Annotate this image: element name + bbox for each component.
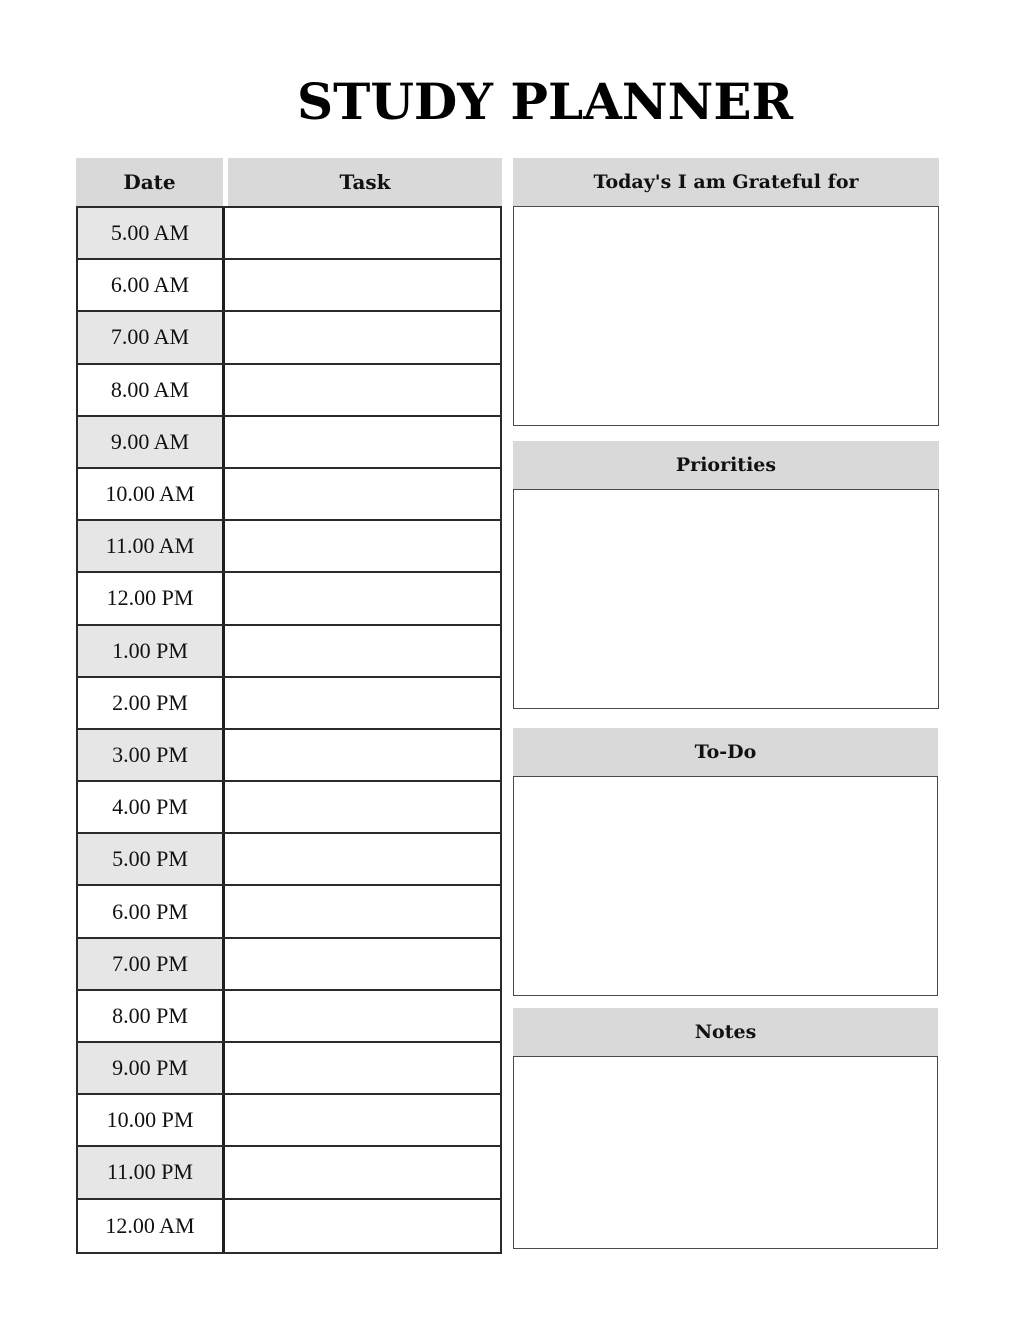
table-row	[78, 834, 500, 886]
table-row	[78, 991, 500, 1043]
time-cell: 7.00 AM	[78, 312, 225, 362]
table-row	[78, 365, 500, 417]
priorities-input-area[interactable]	[513, 489, 939, 709]
grateful-input-area[interactable]	[513, 206, 939, 426]
todo-panel	[513, 728, 938, 996]
task-cell[interactable]	[225, 260, 500, 310]
notes-panel-title: Notes	[513, 1008, 938, 1056]
task-cell[interactable]	[225, 1043, 500, 1093]
schedule-header	[76, 158, 502, 206]
schedule-body	[76, 206, 502, 1254]
task-cell[interactable]	[225, 939, 500, 989]
task-cell[interactable]	[225, 730, 500, 780]
time-cell: 4.00 PM	[78, 782, 225, 832]
time-cell: 8.00 PM	[78, 991, 225, 1041]
time-cell: 1.00 PM	[78, 626, 225, 676]
task-cell[interactable]	[225, 573, 500, 623]
task-cell[interactable]	[225, 991, 500, 1041]
page-title: STUDY PLANNER	[297, 72, 793, 131]
time-cell: 7.00 PM	[78, 939, 225, 989]
table-row	[78, 208, 500, 260]
table-row	[78, 730, 500, 782]
time-cell: 11.00 AM	[78, 521, 225, 571]
task-cell[interactable]	[225, 469, 500, 519]
table-row	[78, 521, 500, 573]
task-cell[interactable]	[225, 782, 500, 832]
task-cell[interactable]	[225, 1147, 500, 1197]
table-row	[78, 417, 500, 469]
task-cell[interactable]	[225, 417, 500, 467]
table-row	[78, 573, 500, 625]
task-cell[interactable]	[225, 834, 500, 884]
time-cell: 5.00 PM	[78, 834, 225, 884]
task-cell[interactable]	[225, 365, 500, 415]
schedule-table	[76, 158, 502, 1254]
time-cell: 9.00 AM	[78, 417, 225, 467]
table-row	[78, 626, 500, 678]
time-cell: 6.00 AM	[78, 260, 225, 310]
table-row	[78, 1095, 500, 1147]
table-row	[78, 886, 500, 938]
table-row	[78, 260, 500, 312]
time-cell: 12.00 AM	[78, 1200, 225, 1252]
grateful-panel-title: Today's I am Grateful for	[513, 158, 939, 206]
table-row	[78, 1147, 500, 1199]
priorities-panel-title: Priorities	[513, 441, 939, 489]
table-row	[78, 469, 500, 521]
task-cell[interactable]	[225, 312, 500, 362]
time-cell: 3.00 PM	[78, 730, 225, 780]
time-cell: 10.00 PM	[78, 1095, 225, 1145]
task-cell[interactable]	[225, 626, 500, 676]
time-cell: 2.00 PM	[78, 678, 225, 728]
time-cell: 8.00 AM	[78, 365, 225, 415]
task-cell[interactable]	[225, 1200, 500, 1252]
table-row	[78, 678, 500, 730]
task-column-header: Task	[228, 158, 502, 206]
notes-input-area[interactable]	[513, 1056, 938, 1249]
task-cell[interactable]	[225, 678, 500, 728]
notes-panel	[513, 1008, 938, 1249]
table-row	[78, 312, 500, 364]
time-cell: 10.00 AM	[78, 469, 225, 519]
table-row	[78, 782, 500, 834]
table-row	[78, 939, 500, 991]
task-cell[interactable]	[225, 886, 500, 936]
time-cell: 5.00 AM	[78, 208, 225, 258]
time-cell: 6.00 PM	[78, 886, 225, 936]
time-cell: 9.00 PM	[78, 1043, 225, 1093]
priorities-panel	[513, 441, 939, 709]
table-row	[78, 1043, 500, 1095]
date-column-header: Date	[76, 158, 223, 206]
time-cell: 12.00 PM	[78, 573, 225, 623]
task-cell[interactable]	[225, 521, 500, 571]
todo-panel-title: To-Do	[513, 728, 938, 776]
task-cell[interactable]	[225, 208, 500, 258]
task-cell[interactable]	[225, 1095, 500, 1145]
table-row	[78, 1200, 500, 1252]
time-cell: 11.00 PM	[78, 1147, 225, 1197]
todo-input-area[interactable]	[513, 776, 938, 996]
grateful-panel	[513, 158, 939, 426]
